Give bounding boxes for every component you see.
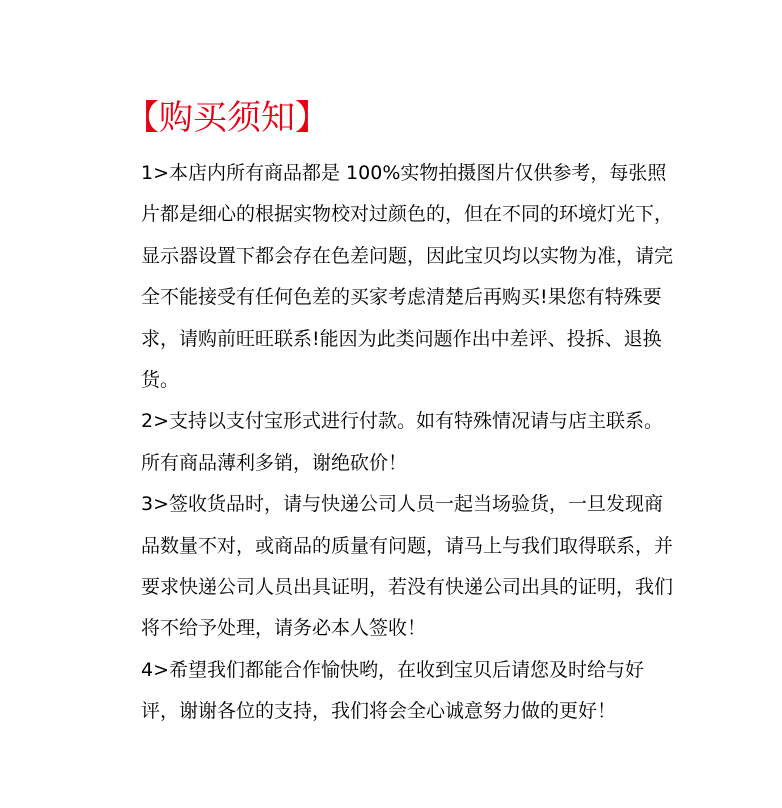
notice-item-2: 2>支持以支付宝形式进行付款。如有特殊情况请与店主联系。所有商品薄利多销，谢绝砍价！	[141, 410, 664, 474]
notice-item-1: 1>本店内所有商品都是 100%实物拍摄图片仅供参考，每张照片都是细心的根据实物校对过颜色的，但在不同的环境灯光下，显示器设置下都会存在色差问题，因此宝贝均以实物为准，请完全不能接受有任何色差的买家考虑清楚后再购买!果您有特殊要求，请购前旺旺联系!能因为此类问题作出中差评、投拆、退换货。	[141, 162, 674, 392]
notice-body	[141, 153, 681, 733]
notice-item-4: 4>希望我们都能合作愉快哟，在收到宝贝后请您及时给与好评，谢谢各位的支持，我们将会全心诚意努力做的更好！	[141, 658, 645, 723]
notice-title: 【购买须知】	[125, 98, 329, 138]
notice-item-3: 3>签收货品时，请与快递公司人员一起当场验货，一旦发现商品数量不对，或商品的质量有问题，请马上与我们取得联系，并要求快递公司人员出具证明，若没有快递公司出具的证明，我们将不给予处理，请务必本人签收！	[141, 493, 674, 640]
